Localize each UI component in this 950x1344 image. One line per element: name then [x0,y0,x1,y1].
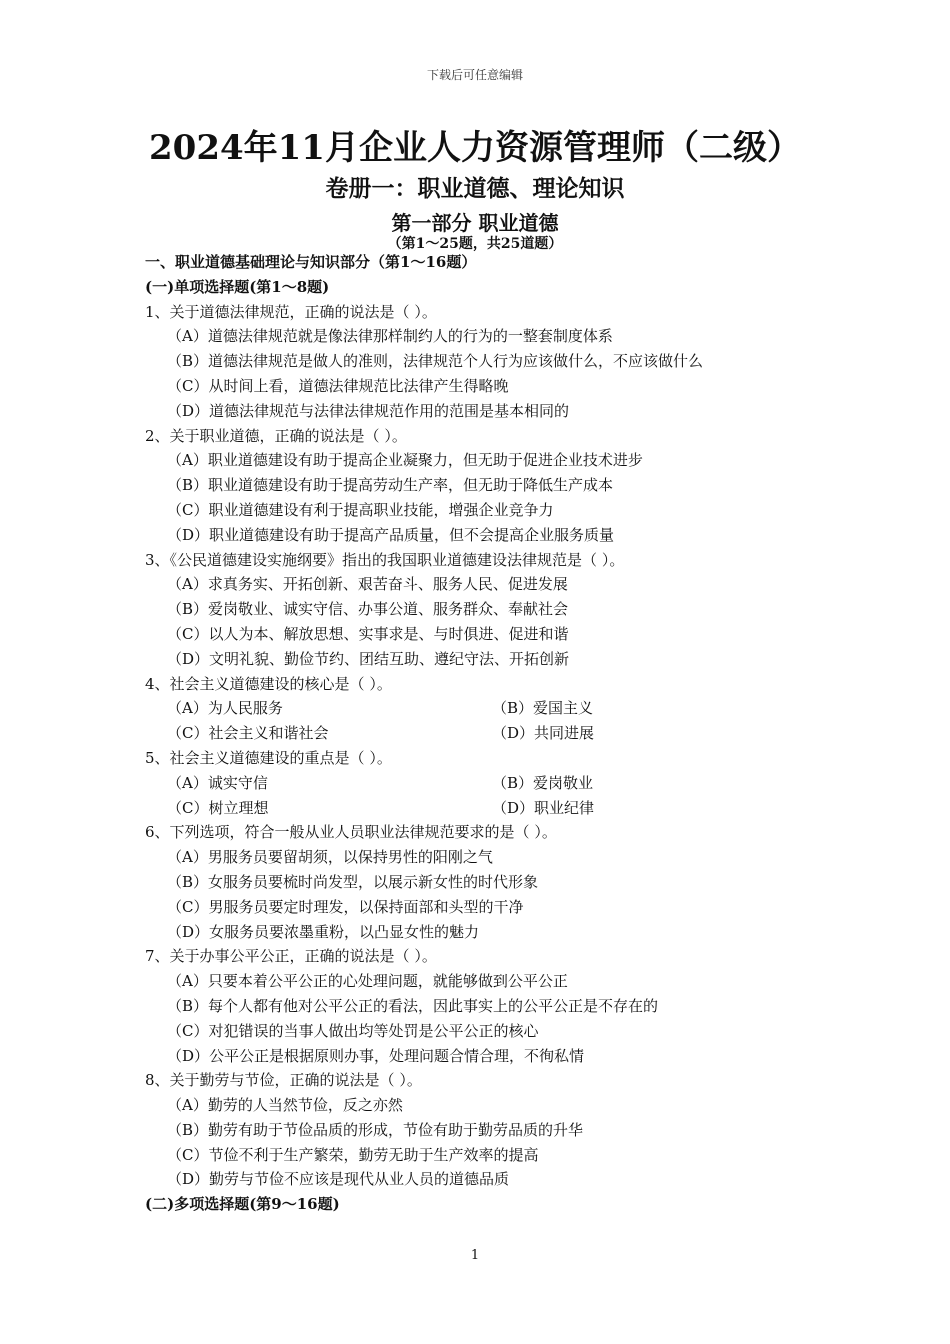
option-row [145,771,825,796]
question-stem: 2、关于职业道德，正确的说法是（ ）。 [145,426,407,445]
option-row [145,796,825,821]
part-range: （第1～25题，共25道题） [387,236,563,252]
page-number: 1 [470,1248,480,1263]
option-a: （A）道德法律规范就是像法律那样制约人的行为的一整套制度体系 [167,327,613,346]
option-c: （C）社会主义和谐社会 [167,724,329,743]
part-heading: 第一部分 职业道德 [391,211,559,235]
volume-heading: 卷册一：职业道德、理论知识 [325,175,625,202]
option-d: （D）道德法律规范与法律法律规范作用的范围是基本相同的 [167,401,570,420]
option-d: （D）文明礼貌、勤俭节约、团结互助、遵纪守法、开拓创新 [167,649,570,668]
option-d: （D）共同进展 [492,724,595,743]
option-c: （C）职业道德建设有利于提高职业技能，增强企业竞争力 [167,500,554,519]
option-b: （B）女服务员要梳时尚发型，以展示新女性的时代形象 [167,872,539,891]
option-c: （C）从时间上看，道德法律规范比法律产生得略晚 [167,376,509,395]
document-title: 2024年11月企业人力资源管理师（二级） [149,128,801,168]
option-c: （C）以人为本、解放思想、实事求是、与时俱进、促进和谐 [167,624,569,643]
question-stem: 4、社会主义道德建设的核心是（ ）。 [145,674,392,693]
option-a: （A）求真务实、开拓创新、艰苦奋斗、服务人民、促进发展 [167,575,568,594]
option-a: （A）只要本着公平公正的心处理问题，就能够做到公平公正 [167,972,568,991]
option-c: （C）节俭不利于生产繁荣，勤劳无助于生产效率的提高 [167,1145,539,1164]
option-d: （D）女服务员要浓墨重粉，以凸显女性的魅力 [167,922,480,941]
option-d: （D）勤劳与节俭不应该是现代从业人员的道德品质 [167,1170,510,1189]
option-b: （B）职业道德建设有助于提高劳动生产率，但无助于降低生产成本 [167,476,614,495]
option-a: （A）为人民服务 [167,699,283,718]
option-c: （C）树立理想 [167,798,269,817]
option-d: （D）职业道德建设有助于提高产品质量，但不会提高企业服务质量 [167,525,615,544]
question-stem: 7、关于办事公平公正，正确的说法是（ ）。 [145,947,437,966]
option-c: （C）男服务员要定时理发，以保持面部和头型的干净 [167,897,524,916]
option-b: （B）每个人都有他对公平公正的看法，因此事实上的公平公正是不存在的 [167,996,659,1015]
question-stem: 8、关于勤劳与节俭，正确的说法是（ ）。 [145,1071,422,1090]
option-b: （B）道德法律规范是做人的准则，法律规范个人行为应该做什么，不应该做什么 [167,352,704,371]
option-row [145,721,825,746]
option-b: （B）勤劳有助于节俭品质的形成，节俭有助于勤劳品质的升华 [167,1120,584,1139]
question-stem: 6、下列选项，符合一般从业人员职业法律规范要求的是（ ）。 [145,823,557,842]
option-a: （A）勤劳的人当然节俭，反之亦然 [167,1096,403,1115]
option-c: （C）对犯错误的当事人做出均等处罚是公平公正的核心 [167,1021,539,1040]
header-note: 下载后可任意编辑 [426,68,523,82]
option-b: （B）爱国主义 [492,699,594,718]
option-d: （D）公平公正是根据原则办事，处理问题合情合理，不徇私情 [167,1046,585,1065]
question-stem: 3、《公民道德建设实施纲要》指出的我国职业道德建设法律规范是（ ）。 [145,550,625,569]
question-stem: 1、关于道德法律规范，正确的说法是（ ）。 [145,302,437,321]
option-a: （A）男服务员要留胡须，以保持男性的阳刚之气 [167,848,493,867]
option-row [145,696,825,721]
subsection-heading: (一)单项选择题(第1～8题) [145,277,330,296]
option-a: （A）诚实守信 [167,773,268,792]
section-heading: 一、职业道德基础理论与知识部分（第1～16题） [145,253,477,271]
question-list [145,250,825,1217]
subsection-heading: (二)多项选择题(第9～16题) [145,1195,340,1214]
option-b: （B）爱岗敬业 [492,773,594,792]
option-b: （B）爱岗敬业、诚实守信、办事公道、服务群众、奉献社会 [167,600,569,619]
option-d: （D）职业纪律 [492,798,595,817]
option-a: （A）职业道德建设有助于提高企业凝聚力，但无助于促进企业技术进步 [167,451,643,470]
question-stem: 5、社会主义道德建设的重点是（ ）。 [145,748,392,767]
